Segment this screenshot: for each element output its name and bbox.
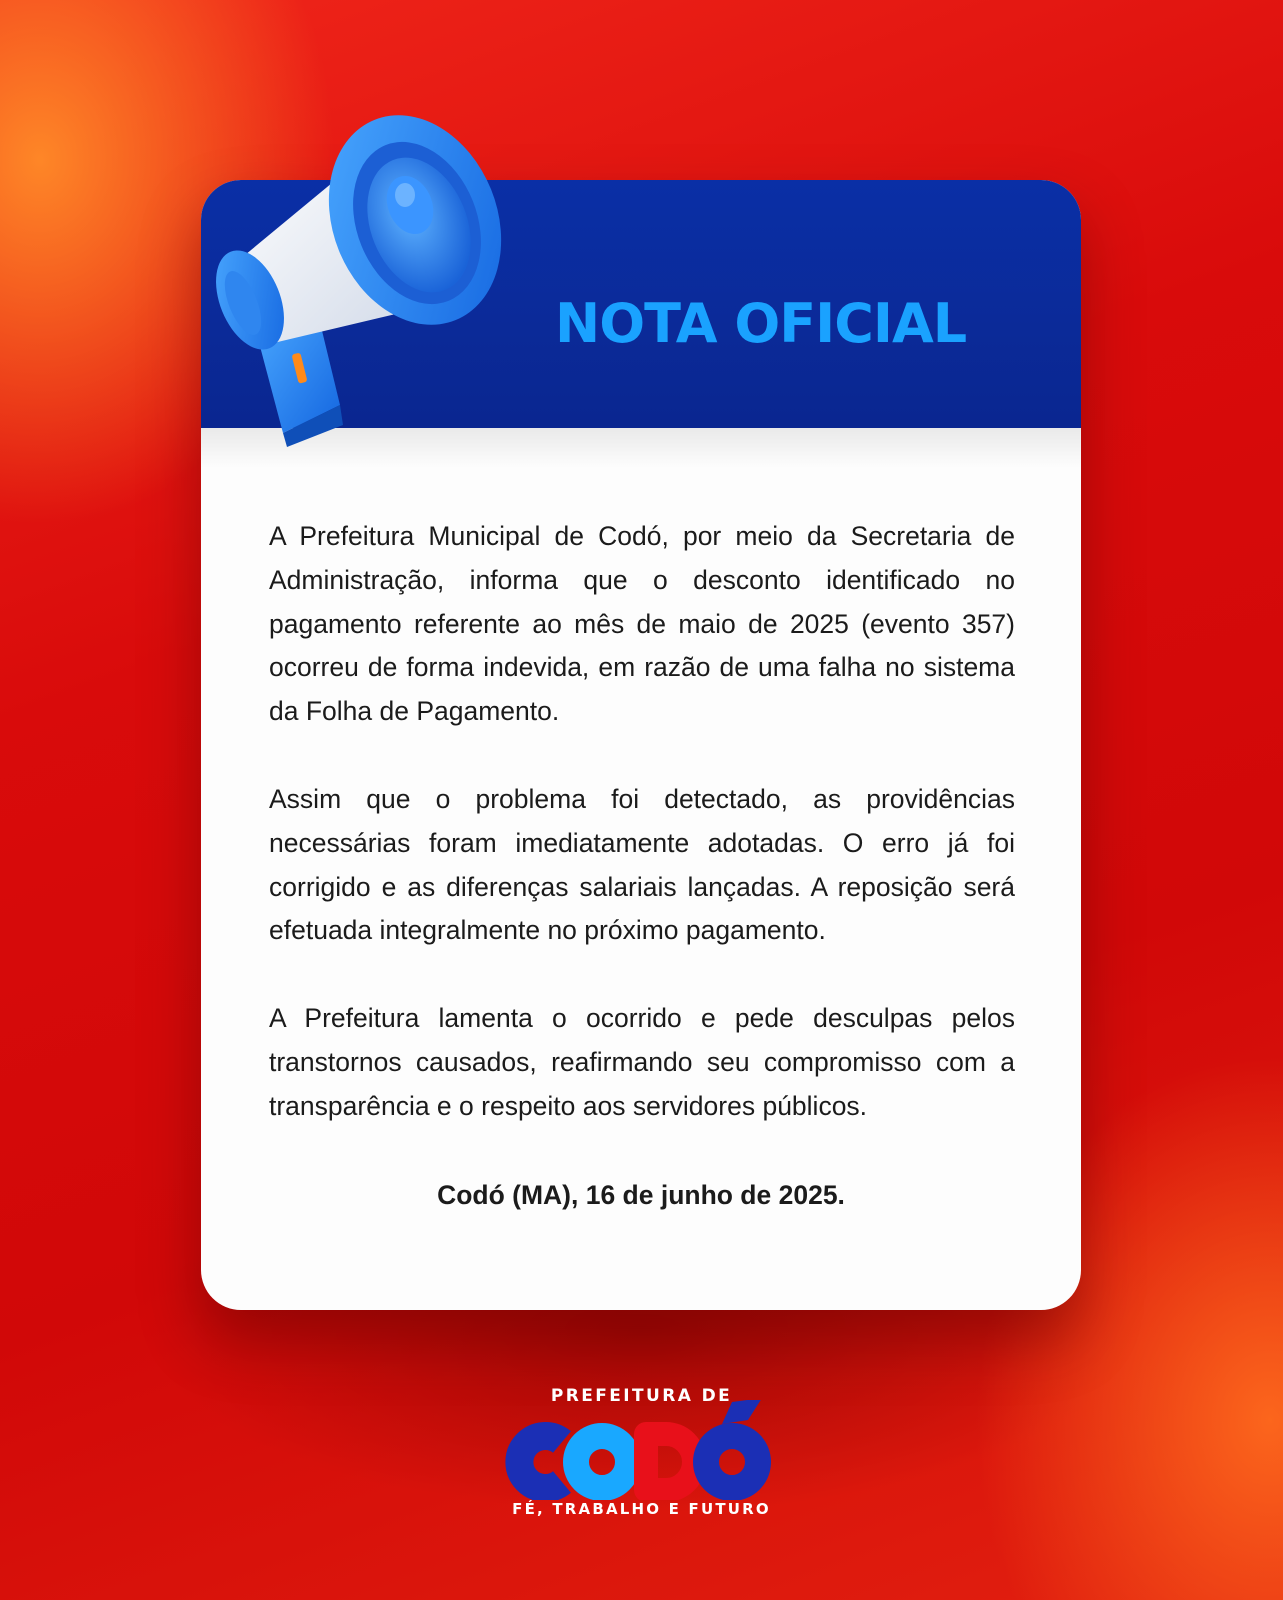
prefeitura-logo	[500, 1378, 783, 1528]
notice-body	[269, 515, 1015, 1173]
notice-paragraph: Assim que o problema foi detectado, as providências necessárias foram imediatamente adotadas. O erro já foi corrigido e as diferenças salariais lançadas. A reposição será efetuada integralmente no próximo pagamento.	[269, 783, 1015, 946]
logo-top-text: PREFEITURA DE	[550, 1386, 733, 1406]
notice-paragraph: A Prefeitura lamenta o ocorrido e pede desculpas pelos transtornos causados, reafirmando seu compromisso com a transparência e o respeito aos servidores públicos.	[269, 1003, 1015, 1121]
notice-date: Codó (MA), 16 de junho de 2025.	[437, 1180, 845, 1210]
megaphone-icon	[205, 95, 535, 455]
logo-tagline: FÉ, TRABALHO E FUTURO	[512, 1500, 771, 1518]
notice-title: NOTA OFICIAL	[555, 292, 967, 355]
logo-wordmark	[500, 1400, 783, 1500]
notice-paragraph: A Prefeitura Municipal de Codó, por meio da Secretaria de Administração, informa que o desconto identificado no pagamento referente ao mês de maio de 2025 (evento 357) ocorreu de forma indevida, em razão de uma falha no sistema da Folha de Pagamento.	[269, 521, 1015, 727]
